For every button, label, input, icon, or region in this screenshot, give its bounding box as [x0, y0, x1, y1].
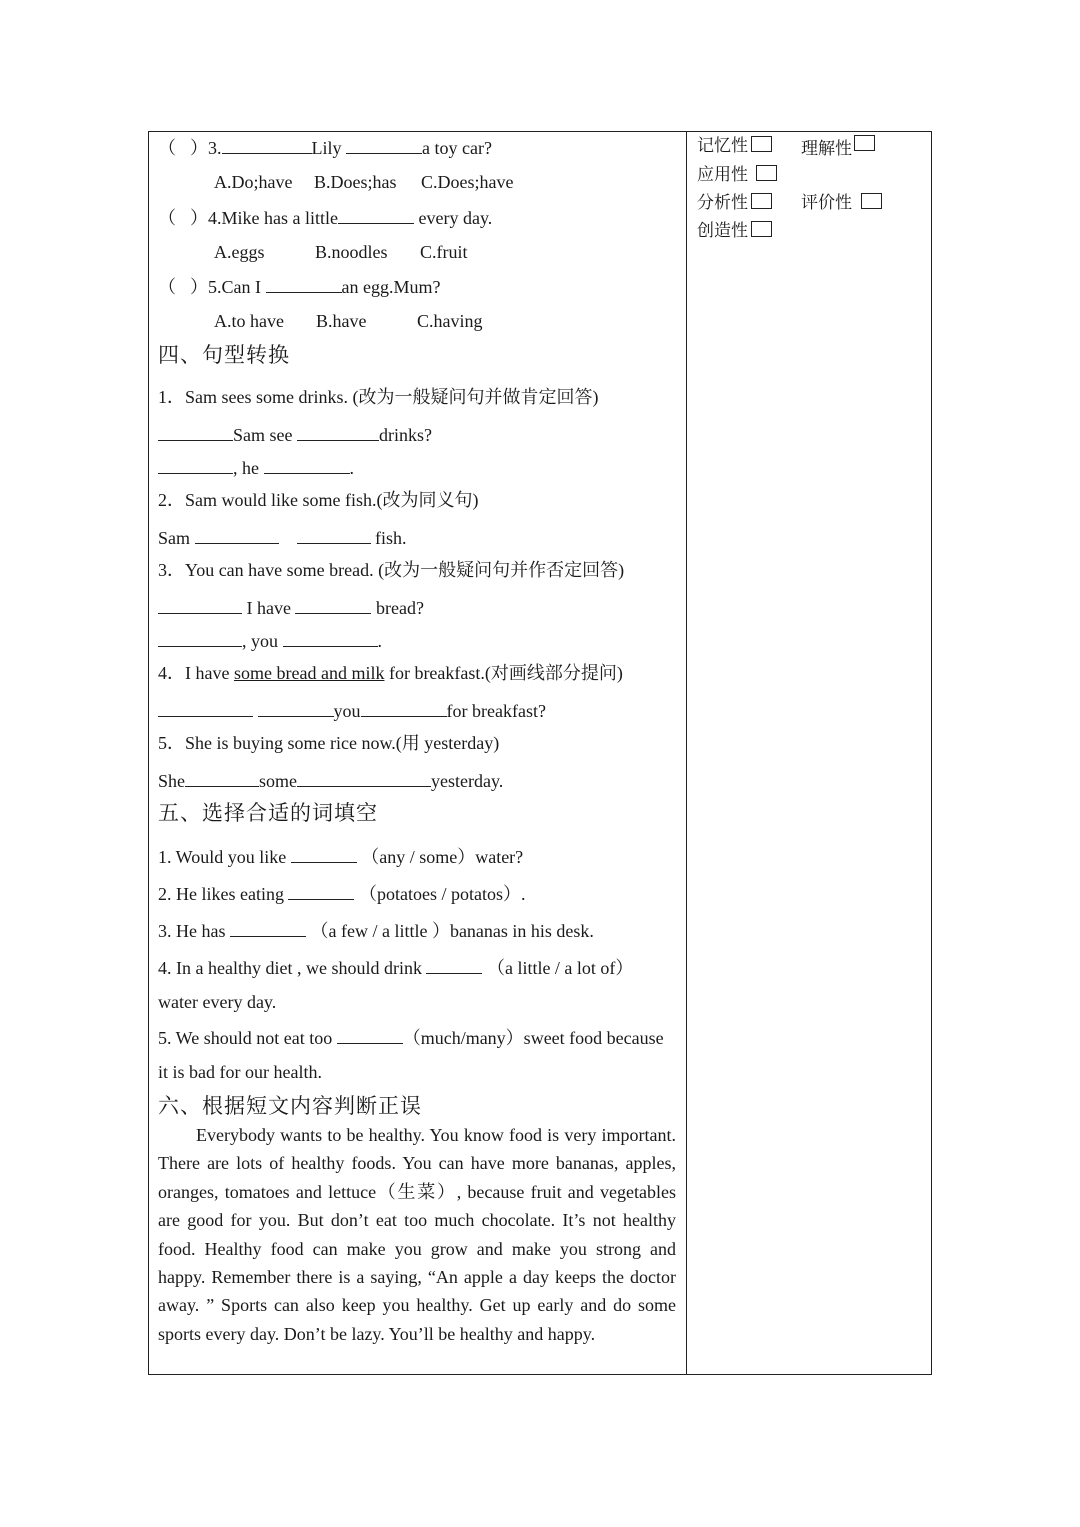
- creation-checkbox[interactable]: [751, 221, 772, 237]
- section-5-heading: 五、选择合适的词填空: [158, 801, 378, 825]
- question-4-options: [158, 241, 468, 263]
- answer-text: Sam: [158, 528, 191, 548]
- blank[interactable]: [426, 955, 482, 974]
- s4-item-1-answer-2: [158, 455, 354, 479]
- answer-text: yesterday.: [431, 771, 504, 791]
- prompt-text: for breakfast.(对画线部分提问): [384, 663, 623, 683]
- category-creation: [697, 220, 772, 242]
- category-application: [697, 164, 777, 186]
- s4-item-3-answer-2: [158, 628, 382, 652]
- question-4-text-a: 4.Mike has a little: [208, 208, 338, 228]
- answer-text: bread?: [375, 598, 424, 618]
- s5-item-1: [158, 844, 523, 868]
- answer-text: drinks?: [378, 425, 432, 445]
- answer-text: fish.: [375, 528, 407, 548]
- category-label: 记忆性: [697, 136, 748, 156]
- blank[interactable]: [158, 628, 242, 647]
- question-3-number: 3.: [208, 138, 222, 158]
- question-3: [158, 135, 492, 159]
- s5-item-2: [158, 881, 525, 905]
- question-3-text-b: Lily: [311, 138, 342, 158]
- answer-paren-right: ）: [190, 208, 208, 228]
- s4-item-4-prompt: [158, 662, 623, 684]
- answer-paren-right: ）: [190, 138, 208, 158]
- answer-text: you: [333, 701, 361, 721]
- answer-paren-left: （: [158, 138, 176, 158]
- answer-text: I have: [246, 598, 291, 618]
- application-checkbox[interactable]: [756, 165, 777, 181]
- blank[interactable]: [185, 768, 259, 787]
- blank[interactable]: [338, 205, 414, 224]
- option-c: C.having: [417, 311, 483, 331]
- s5-item-5-cont: it is bad for our health.: [158, 1062, 322, 1082]
- answer-paren-right: ）: [190, 277, 208, 297]
- option-c: C.fruit: [420, 242, 468, 262]
- option-c: C.Does;have: [421, 172, 514, 192]
- item-choices: （a few / a little ）bananas in his desk.: [310, 921, 594, 941]
- blank[interactable]: [346, 135, 422, 154]
- s5-item-3: [158, 918, 594, 942]
- column-divider: [686, 132, 687, 1374]
- s4-item-2-prompt: 2．Sam would like some fish.(改为同义句): [158, 490, 479, 510]
- s5-item-5: [158, 1025, 664, 1049]
- blank[interactable]: [291, 844, 357, 863]
- blank[interactable]: [158, 595, 242, 614]
- category-evaluation: [801, 192, 882, 214]
- worksheet-table: [148, 131, 932, 1375]
- reading-passage: Everybody wants to be healthy. You know food is very important. There are lots of healthy foods. You can have more bananas, apples, oranges, tomatoes and lettuce（生菜）, because fruit and vegetables are good for you. But don’t eat too much chocolate. It’s not healthy food. Healthy food can make you grow and make you strong and happy. Remember there is a saying, “An apple a day keeps the doctor away. ” Sports can also keep you healthy. Get up early and do some sports every day. Don’t be lazy. You’ll be healthy and happy.: [158, 1125, 676, 1344]
- category-label: 评价性: [801, 193, 852, 213]
- answer-text: some: [259, 771, 297, 791]
- blank[interactable]: [158, 698, 253, 717]
- s5-item-4: [158, 955, 633, 979]
- prompt-text: 4．I have: [158, 663, 234, 683]
- question-4-text-b: every day.: [418, 208, 493, 228]
- memory-checkbox[interactable]: [751, 136, 772, 152]
- question-5-text-a: 5.Can I: [208, 277, 261, 297]
- category-label: 理解性: [801, 139, 852, 159]
- answer-text: .: [377, 631, 382, 651]
- evaluation-checkbox[interactable]: [861, 193, 882, 209]
- blank[interactable]: [297, 768, 431, 787]
- s4-item-4-answer-1: [158, 698, 546, 722]
- blank[interactable]: [361, 698, 447, 717]
- blank[interactable]: [288, 881, 354, 900]
- s4-item-5-answer-1: [158, 768, 503, 792]
- s4-item-3-prompt: 3．You can have some bread. (改为一般疑问句并作否定回答): [158, 560, 625, 580]
- answer-text: .: [349, 458, 354, 478]
- category-analysis: [697, 192, 772, 214]
- item-choices: （much/many）sweet food because: [402, 1028, 664, 1048]
- blank[interactable]: [264, 455, 350, 474]
- analysis-checkbox[interactable]: [751, 193, 772, 209]
- option-b: B.Does;has: [314, 172, 397, 192]
- blank[interactable]: [295, 595, 371, 614]
- answer-text: She: [158, 771, 185, 791]
- blank[interactable]: [297, 525, 371, 544]
- answer-text: Sam see: [233, 425, 293, 445]
- s5-item-4-cont: water every day.: [158, 992, 277, 1012]
- question-3-options: [158, 171, 513, 193]
- blank[interactable]: [158, 455, 233, 474]
- s4-item-5-prompt: 5．She is buying some rice now.(用 yesterday): [158, 733, 500, 753]
- answer-text: for breakfast?: [446, 701, 546, 721]
- item-choices: （potatoes / potatos）.: [358, 884, 526, 904]
- item-text: 5. We should not eat too: [158, 1028, 333, 1048]
- blank[interactable]: [222, 135, 312, 154]
- item-text: 2. He likes eating: [158, 884, 284, 904]
- blank[interactable]: [283, 628, 378, 647]
- question-5: [158, 274, 440, 298]
- question-3-text-c: a toy car?: [422, 138, 492, 158]
- category-understanding: [801, 135, 875, 160]
- s4-item-3-answer-1: [158, 595, 424, 619]
- item-text: 4. In a healthy diet , we should drink: [158, 958, 422, 978]
- item-choices: （any / some）water?: [361, 847, 524, 867]
- question-5-options: [158, 310, 483, 332]
- option-a: A.eggs: [214, 242, 265, 262]
- answer-text: , he: [233, 458, 259, 478]
- answer-paren-left: （: [158, 277, 176, 297]
- blank[interactable]: [195, 525, 279, 544]
- blank[interactable]: [266, 274, 342, 293]
- option-a: A.Do;have: [214, 172, 293, 192]
- blank[interactable]: [158, 422, 233, 441]
- s4-item-2-answer-1: [158, 525, 407, 549]
- blank[interactable]: [337, 1025, 403, 1044]
- category-label: 创造性: [697, 221, 748, 241]
- category-label: 分析性: [697, 193, 748, 213]
- item-text: 3. He has: [158, 921, 226, 941]
- section-4-heading: 四、句型转换: [158, 343, 290, 367]
- blank[interactable]: [258, 698, 334, 717]
- answer-text: , you: [242, 631, 278, 651]
- blank[interactable]: [230, 918, 306, 937]
- understanding-checkbox[interactable]: [854, 135, 875, 151]
- underlined-phrase: some bread and milk: [233, 663, 385, 683]
- answer-paren-left: （: [158, 208, 176, 228]
- option-b: B.noodles: [315, 242, 388, 262]
- option-b: B.have: [316, 311, 367, 331]
- item-text: 1. Would you like: [158, 847, 287, 867]
- option-a: A.to have: [214, 311, 284, 331]
- section-6-heading: 六、根据短文内容判断正误: [158, 1094, 422, 1118]
- category-memory: [697, 135, 772, 157]
- question-5-text-b: an egg.Mum?: [341, 277, 441, 297]
- blank[interactable]: [297, 422, 379, 441]
- s4-item-1-answer-1: [158, 422, 432, 446]
- category-label: 应用性: [697, 165, 748, 185]
- question-4: [158, 205, 492, 229]
- item-choices: （a little / a lot of）: [486, 958, 634, 978]
- s4-item-1-prompt: 1．Sam sees some drinks. (改为一般疑问句并做肯定回答): [158, 387, 599, 407]
